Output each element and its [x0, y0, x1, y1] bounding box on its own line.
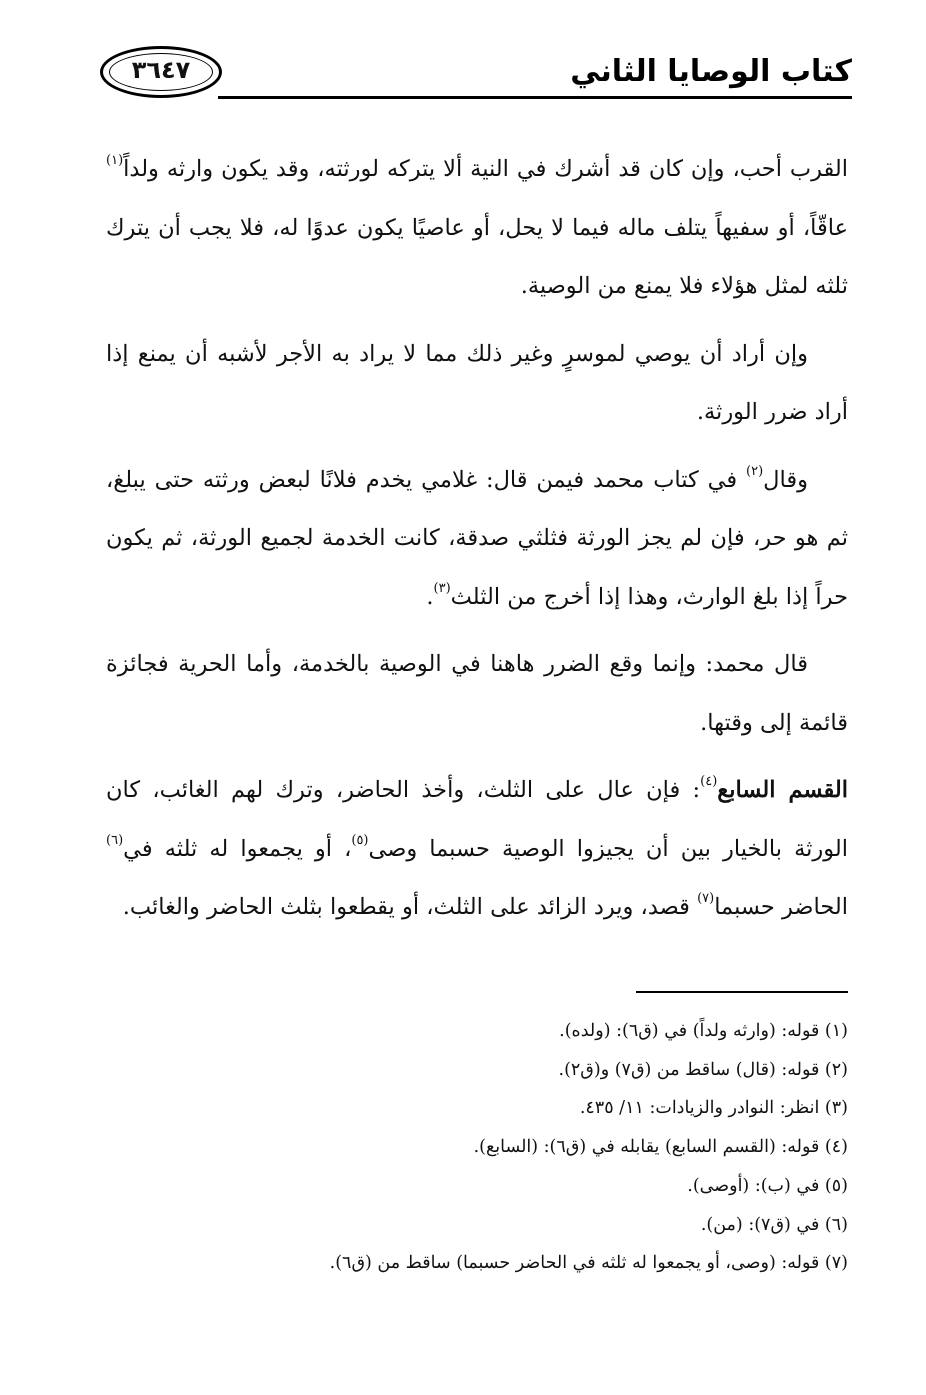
footnotes: [88, 1012, 848, 1283]
footnote-item: (١) قوله: (وارثه ولداً) في (ق٦): (ولده).: [559, 1021, 848, 1041]
header-rule: [218, 96, 852, 99]
footnote-item: (٧) قوله: (وصى، أو يجمعوا له ثلثه في الحاضر حسبما) ساقط من (ق٦).: [329, 1253, 848, 1274]
footnote-marker: (١): [106, 153, 124, 168]
body-paragraph: [106, 325, 848, 442]
footnote-marker: (٦): [106, 832, 124, 848]
footnote-item: (٦) في (ق٧): (من).: [700, 1214, 848, 1235]
footnote-marker: (٤): [700, 774, 718, 789]
footnote-item: (٢) قوله: (قال) ساقط من (ق٧) و(ق٢).: [558, 1059, 848, 1080]
footnote-marker: (٢): [746, 463, 764, 479]
footnote-marker: (٣): [433, 580, 451, 596]
text-run: في كتاب محمد فيمن قال: غلامي يخدم فلانًا لبعض ورثته حتى يبلغ، ثم هو حر، فإن لم يجز الورثة فثلثي صدقة، كانت الخدمة لجميع الورثة، ثم يكون حراً إذا بلغ الوارث، وهذا إذا أخرج من الثلث: [106, 466, 848, 610]
text-run: .: [426, 583, 434, 610]
text-run: : فإن عال على الثلث، وأخذ الحاضر، وترك لهم الغائب، كان الورثة بالخيار بين أن يجيزوا الوصية حسبما وصى: [106, 777, 848, 862]
footnote-item: (٤) قوله: (القسم السابع) يقابله في (ق٦): (السابع).: [473, 1137, 848, 1158]
main-text: [106, 140, 848, 946]
text-run: قصد، ويرد الزائد على الثلث، أو يقطعوا بثلث الحاضر والغائب.: [122, 894, 698, 920]
text-run: وقال: [763, 466, 808, 493]
section-heading: القسم السابع: [717, 777, 849, 803]
page-header: [100, 40, 852, 110]
text-run: وإن أراد أن يوصي لموسرٍ وغير ذلك مما لا يراد به الأجر لأشبه أن يمنع إذا أراد ضرر الورثة.: [106, 340, 848, 425]
footnote-item: (٥) في (ب): (أوصى).: [687, 1175, 848, 1196]
footnote-item: (٣) انظر: النوادر والزيادات: ١١/ ٤٣٥.: [579, 1098, 848, 1119]
footnote-marker: (٥): [351, 832, 369, 848]
text-run: القرب أحب، وإن كان قد أشرك في النية ألا يتركه لورثته، وقد يكون وارثه ولداً: [123, 156, 848, 182]
footnote-separator: [636, 991, 848, 993]
body-paragraph: [106, 451, 848, 627]
footnote-marker: (٧): [697, 891, 715, 906]
body-paragraph: [106, 140, 848, 316]
text-run: قال محمد: وإنما وقع الضرر هاهنا في الوصية بالخدمة، وأما الحرية فجائزة قائمة إلى وقتها.: [106, 651, 848, 736]
body-paragraph: [106, 635, 848, 752]
text-run: عاقّاً، أو سفيهاً يتلف ماله فيما لا يحل، أو عاصيًا يكون عدوًا له، فلا يجب أن يترك ثلثه لمثل هؤلاء فلا يمنع من الوصية.: [106, 214, 848, 299]
text-run: الحاضر حسبما: [714, 894, 848, 920]
running-title: كتاب الوصايا الثاني: [570, 54, 852, 89]
page-number: ٣٦٤٧: [131, 56, 191, 84]
body-paragraph: [106, 761, 848, 937]
text-run: ، أو يجمعوا له ثلثه في: [123, 835, 352, 862]
